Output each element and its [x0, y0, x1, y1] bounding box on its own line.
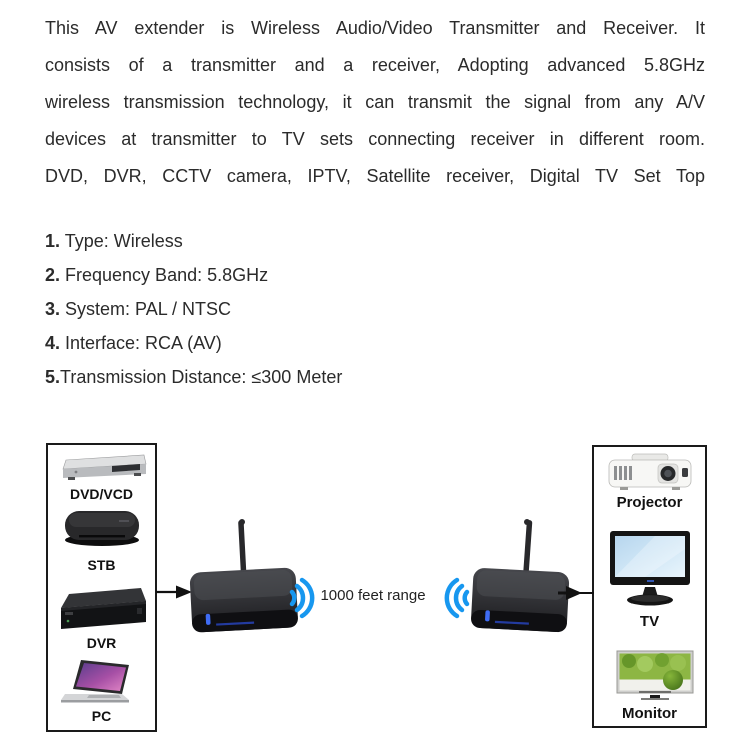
source-devices-box [46, 443, 157, 732]
monitor-icon [615, 649, 695, 708]
spec-number: 4. [45, 333, 61, 353]
stb-icon [63, 508, 141, 553]
wifi-signal-right-icon [287, 575, 315, 621]
spec-item [45, 224, 342, 258]
spec-text: System: PAL / NTSC [60, 299, 232, 319]
spec-item [45, 258, 342, 292]
spec-text: Interface: RCA (AV) [60, 333, 222, 353]
description-line: devices at transmitter to TV sets connecting receiver in different room. [45, 129, 705, 149]
spec-number: 5. [45, 367, 61, 387]
receiver-to-display-arrow [556, 585, 596, 601]
device-label: STB [87, 557, 116, 573]
range-label: 1000 feet range [320, 587, 426, 604]
description-line: DVD, DVR, CCTV camera, IPTV, Satellite receiver, Digital TV Set Top [45, 166, 705, 186]
description-line: consists of a transmitter and a receiver, Adopting advanced 5.8GHz [45, 55, 705, 75]
device-label: Projector [616, 494, 683, 511]
spec-list [45, 224, 342, 394]
spec-item [45, 326, 342, 360]
device-label: Monitor [622, 705, 677, 722]
device-label: DVR [86, 635, 117, 651]
tv-icon [608, 529, 692, 614]
receiver-icon [467, 518, 575, 638]
device-label: PC [91, 708, 112, 724]
spec-number: 3. [45, 299, 61, 319]
dvr-icon [53, 586, 149, 639]
spec-text: Transmission Distance: ≤300 Meter [60, 367, 343, 387]
spec-item [45, 292, 342, 326]
device-label: DVD/VCD [69, 486, 133, 502]
description-line: wireless transmission technology, it can transmit the signal from any A/V [45, 92, 705, 112]
transmitter-icon [185, 518, 303, 638]
spec-item [45, 360, 342, 394]
description-paragraph [45, 10, 705, 195]
description-line: This AV extender is Wireless Audio/Video Transmitter and Receiver. It [45, 18, 705, 38]
spec-text: Type: Wireless [60, 231, 183, 251]
spec-text: Frequency Band: 5.8GHz [60, 265, 269, 285]
display-devices-box [592, 445, 707, 728]
device-label: TV [639, 613, 660, 630]
spec-number: 1. [45, 231, 61, 251]
laptop-icon [59, 658, 139, 713]
spec-number: 2. [45, 265, 61, 285]
dvd-player-icon [54, 451, 148, 490]
